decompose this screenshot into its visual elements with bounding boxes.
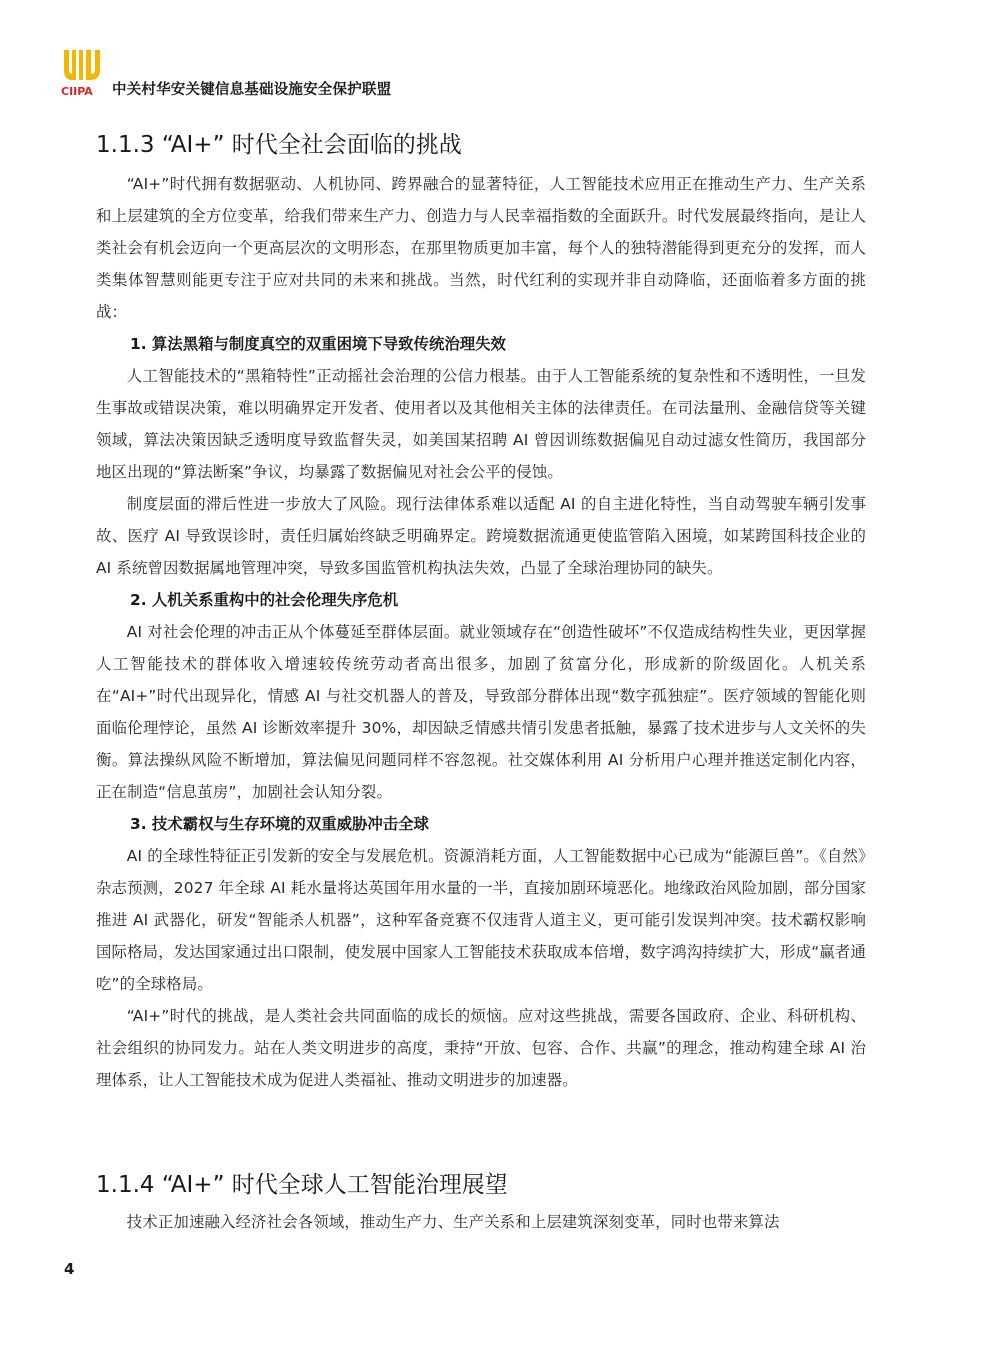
page-header bbox=[60, 48, 760, 98]
page-number: 4 bbox=[64, 1260, 75, 1278]
section-1-body bbox=[96, 168, 866, 1096]
subheading-3: 3. 技术霸权与生存环境的双重威胁冲击全球 bbox=[130, 815, 429, 833]
section-2-body bbox=[96, 1206, 866, 1238]
logo-text: CIIPA bbox=[61, 85, 93, 98]
subheading-1: 1. 算法黑箱与制度真空的双重困境下导致传统治理失效 bbox=[130, 335, 506, 353]
organization-name: 中关村华安关键信息基础设施安全保护联盟 bbox=[112, 82, 392, 98]
paragraph-1a: 人工智能技术的“黑箱特性”正动摇社会治理的公信力根基。由于人工智能系统的复杂性和不透明性，一旦发生事故或错误决策，难以明确界定开发者、使用者以及其他相关主体的法律责任。在司法量刑、金融信贷等关键领域，算法决策因缺乏透明度导致监督失灵，如美国某招聘 AI 曾因训练数据偏见自动过滤女性简历，我国部分地区出现的“算法断案”争议，均暴露了数据偏见对社会公平的侵蚀。 bbox=[96, 367, 866, 481]
section-2-intro: 技术正加速融入经济社会各领域，推动生产力、生产关系和上层建筑深刻变革，同时也带来算法 bbox=[126, 1213, 780, 1231]
paragraph-2a: AI 对社会伦理的冲击正从个体蔓延至群体层面。就业领域存在“创造性破坏”不仅造成结构性失业，更因掌握人工智能技术的群体收入增速较传统劳动者高出很多，加剧了贫富分化，形成新的阶级固化。人机关系在“AI+”时代出现异化，情感 AI 与社交机器人的普及，导致部分群体出现“数字孤独症”。医疗领域的智能化则面临伦理悖论，虽然 AI 诊断效率提升 30%，却因缺乏情感共情引发患者抵触，暴露了技术进步与人文关怀的失衡。算法操纵风险不断增加，算法偏见问题同样不容忽视。社交媒体利用 AI 分析用户心理并推送定制化内容，正在制造“信息茧房”，加剧社会认知分裂。 bbox=[96, 623, 866, 801]
ciipa-logo bbox=[60, 48, 104, 98]
section-title-1-1-4: 1.1.4 “AI+” 时代全球人工智能治理展望 bbox=[96, 1172, 508, 1198]
paragraph-3a: AI 的全球性特征正引发新的安全与发展危机。资源消耗方面，人工智能数据中心已成为“能源巨兽”。《自然》杂志预测，2027 年全球 AI 耗水量将达英国年用水量的一半，直接加剧环境恶化。地缘政治风险加剧，部分国家推进 AI 武器化，研发“智能杀人机器”，这种军备竞赛不仅违背人道主义，更可能引发误判冲突。技术霸权影响国际格局，发达国家通过出口限制，使发展中国家人工智能技术获取成本倍增，数字鸿沟持续扩大，形成“赢者通吃”的全球格局。 bbox=[96, 847, 866, 993]
section-1-intro: “AI+”时代拥有数据驱动、人机协同、跨界融合的显著特征，人工智能技术应用正在推动生产力、生产关系和上层建筑的全方位变革，给我们带来生产力、创造力与人民幸福指数的全面跃升。时代发展最终指向，是让人类社会有机会迈向一个更高层次的文明形态，在那里物质更加丰富，每个人的独特潜能得到更充分的发挥，而人类集体智慧则能更专注于应对共同的未来和挑战。当然，时代红利的实现并非自动降临，还面临着多方面的挑战： bbox=[96, 175, 866, 321]
subheading-2: 2. 人机关系重构中的社会伦理失序危机 bbox=[130, 591, 399, 609]
paragraph-1b: 制度层面的滞后性进一步放大了风险。现行法律体系难以适配 AI 的自主进化特性，当自动驾驶车辆引发事故、医疗 AI 导致误诊时，责任归属始终缺乏明确界定。跨境数据流通更使监管陷入困境，如某跨国科技企业的 AI 系统曾因数据属地管理冲突，导致多国监管机构执法失效，凸显了全球治理协同的缺失。 bbox=[96, 495, 866, 577]
section-title-1-1-3: 1.1.3 “AI+” 时代全社会面临的挑战 bbox=[96, 132, 462, 158]
section-1-conclusion: “AI+”时代的挑战，是人类社会共同面临的成长的烦恼。应对这些挑战，需要各国政府、企业、科研机构、社会组织的协同发力。站在人类文明进步的高度，秉持“开放、包容、合作、共赢”的理念，推动构建全球 AI 治理体系，让人工智能技术成为促进人类福祉、推动文明进步的加速器。 bbox=[96, 1007, 866, 1089]
